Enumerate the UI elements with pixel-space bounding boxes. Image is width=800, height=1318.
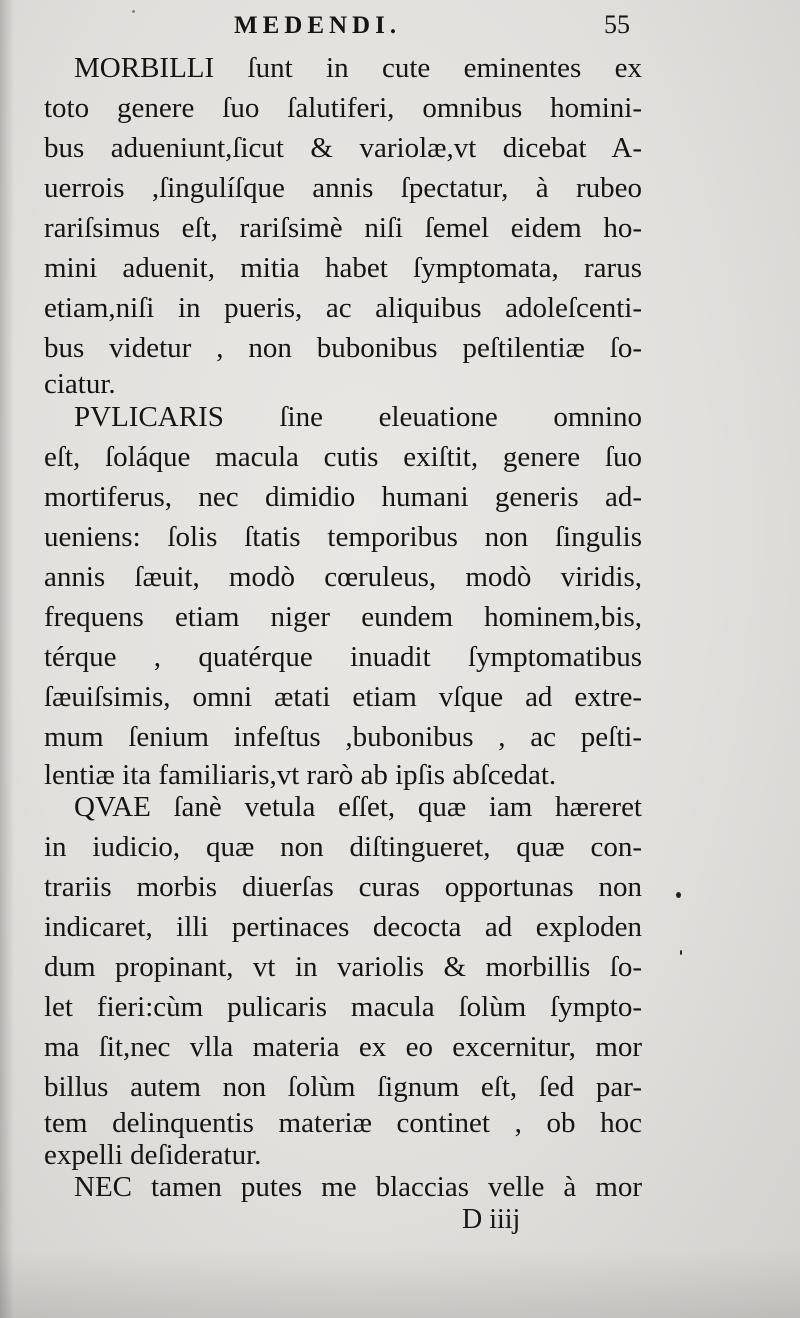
ink-speck — [680, 950, 682, 955]
text-line: annis ſæuit, modò cœruleus, modò viridis, — [44, 561, 642, 593]
page-number: 55 — [604, 10, 630, 39]
text-line: QVAE ſanè vetula eſſet, quæ iam hæreret — [74, 791, 642, 823]
text-line: ueniens: ſolis ſtatis temporibus non ſingulis — [44, 521, 642, 553]
page-bottom-shade — [0, 1248, 800, 1318]
text-line: bus adueniunt,ſicut & variolæ,vt dicebat A- — [44, 132, 642, 164]
text-line: lentiæ ita familiaris,vt rarò ab ipſis abſcedat. — [44, 759, 557, 791]
text-line: mini aduenit, mitia habet ſymptomata, rarus — [44, 252, 642, 284]
text-line: rariſsimus eſt, rariſsimè niſi ſemel eidem ho- — [44, 212, 642, 244]
text-line: MORBILLI ſunt in cute eminentes ex — [74, 52, 642, 84]
text-line: indicaret, illi pertinaces decocta ad exploden — [44, 911, 642, 943]
catchword: D iiij — [462, 1204, 521, 1235]
text-line: bus videtur , non bubonibus peſtilentiæ ſo- — [44, 332, 642, 364]
text-line: ciatur. — [44, 368, 116, 400]
page-gutter-shadow — [0, 0, 14, 1318]
text-line: etiam,niſi in pueris, ac aliquibus adoleſcenti- — [44, 292, 642, 324]
text-line: mum ſenium infeſtus ,bubonibus , ac peſti- — [44, 721, 642, 753]
text-line: dum propinant, vt in variolis & morbillis ſo- — [44, 951, 642, 983]
text-line: in iudicio, quæ non diſtingueret, quæ con- — [44, 831, 642, 863]
text-line: tem delinquentis materiæ continet , ob hoc — [44, 1107, 642, 1139]
text-line: uerrois ,ſingulíſque annis ſpectatur, à rubeo — [44, 172, 642, 204]
text-line: térque , quatérque inuadit ſymptomatibus — [44, 641, 642, 673]
ink-speck — [132, 10, 135, 13]
text-line: expelli deſideratur. — [44, 1139, 262, 1171]
text-line: PVLICARIS ſine eleuatione omnino — [74, 401, 642, 433]
text-line: billus autem non ſolùm ſignum eſt, ſed par- — [44, 1071, 642, 1103]
text-line: toto genere ſuo ſalutiferi, omnibus homini- — [44, 92, 642, 124]
text-line: trariis morbis diuerſas curas opportunas non — [44, 871, 642, 903]
text-line: mortiferus, nec dimidio humani generis ad- — [44, 481, 642, 513]
text-line: frequens etiam niger eundem hominem,bis, — [44, 601, 642, 633]
ink-speck — [676, 892, 681, 898]
text-line: NEC tamen putes me blaccias velle à mor — [74, 1171, 642, 1203]
text-line: eſt, ſoláque macula cutis exiſtit, genere ſuo — [44, 441, 642, 473]
running-title: MEDENDI. — [234, 12, 402, 39]
text-line: ma ſit,nec vlla materia ex eo excernitur, mor — [44, 1031, 642, 1063]
text-line: ſæuiſsimis, omni ætati etiam vſque ad extre- — [44, 681, 642, 713]
text-line: let fieri:cùm pulicaris macula ſolùm ſympto- — [44, 991, 642, 1023]
